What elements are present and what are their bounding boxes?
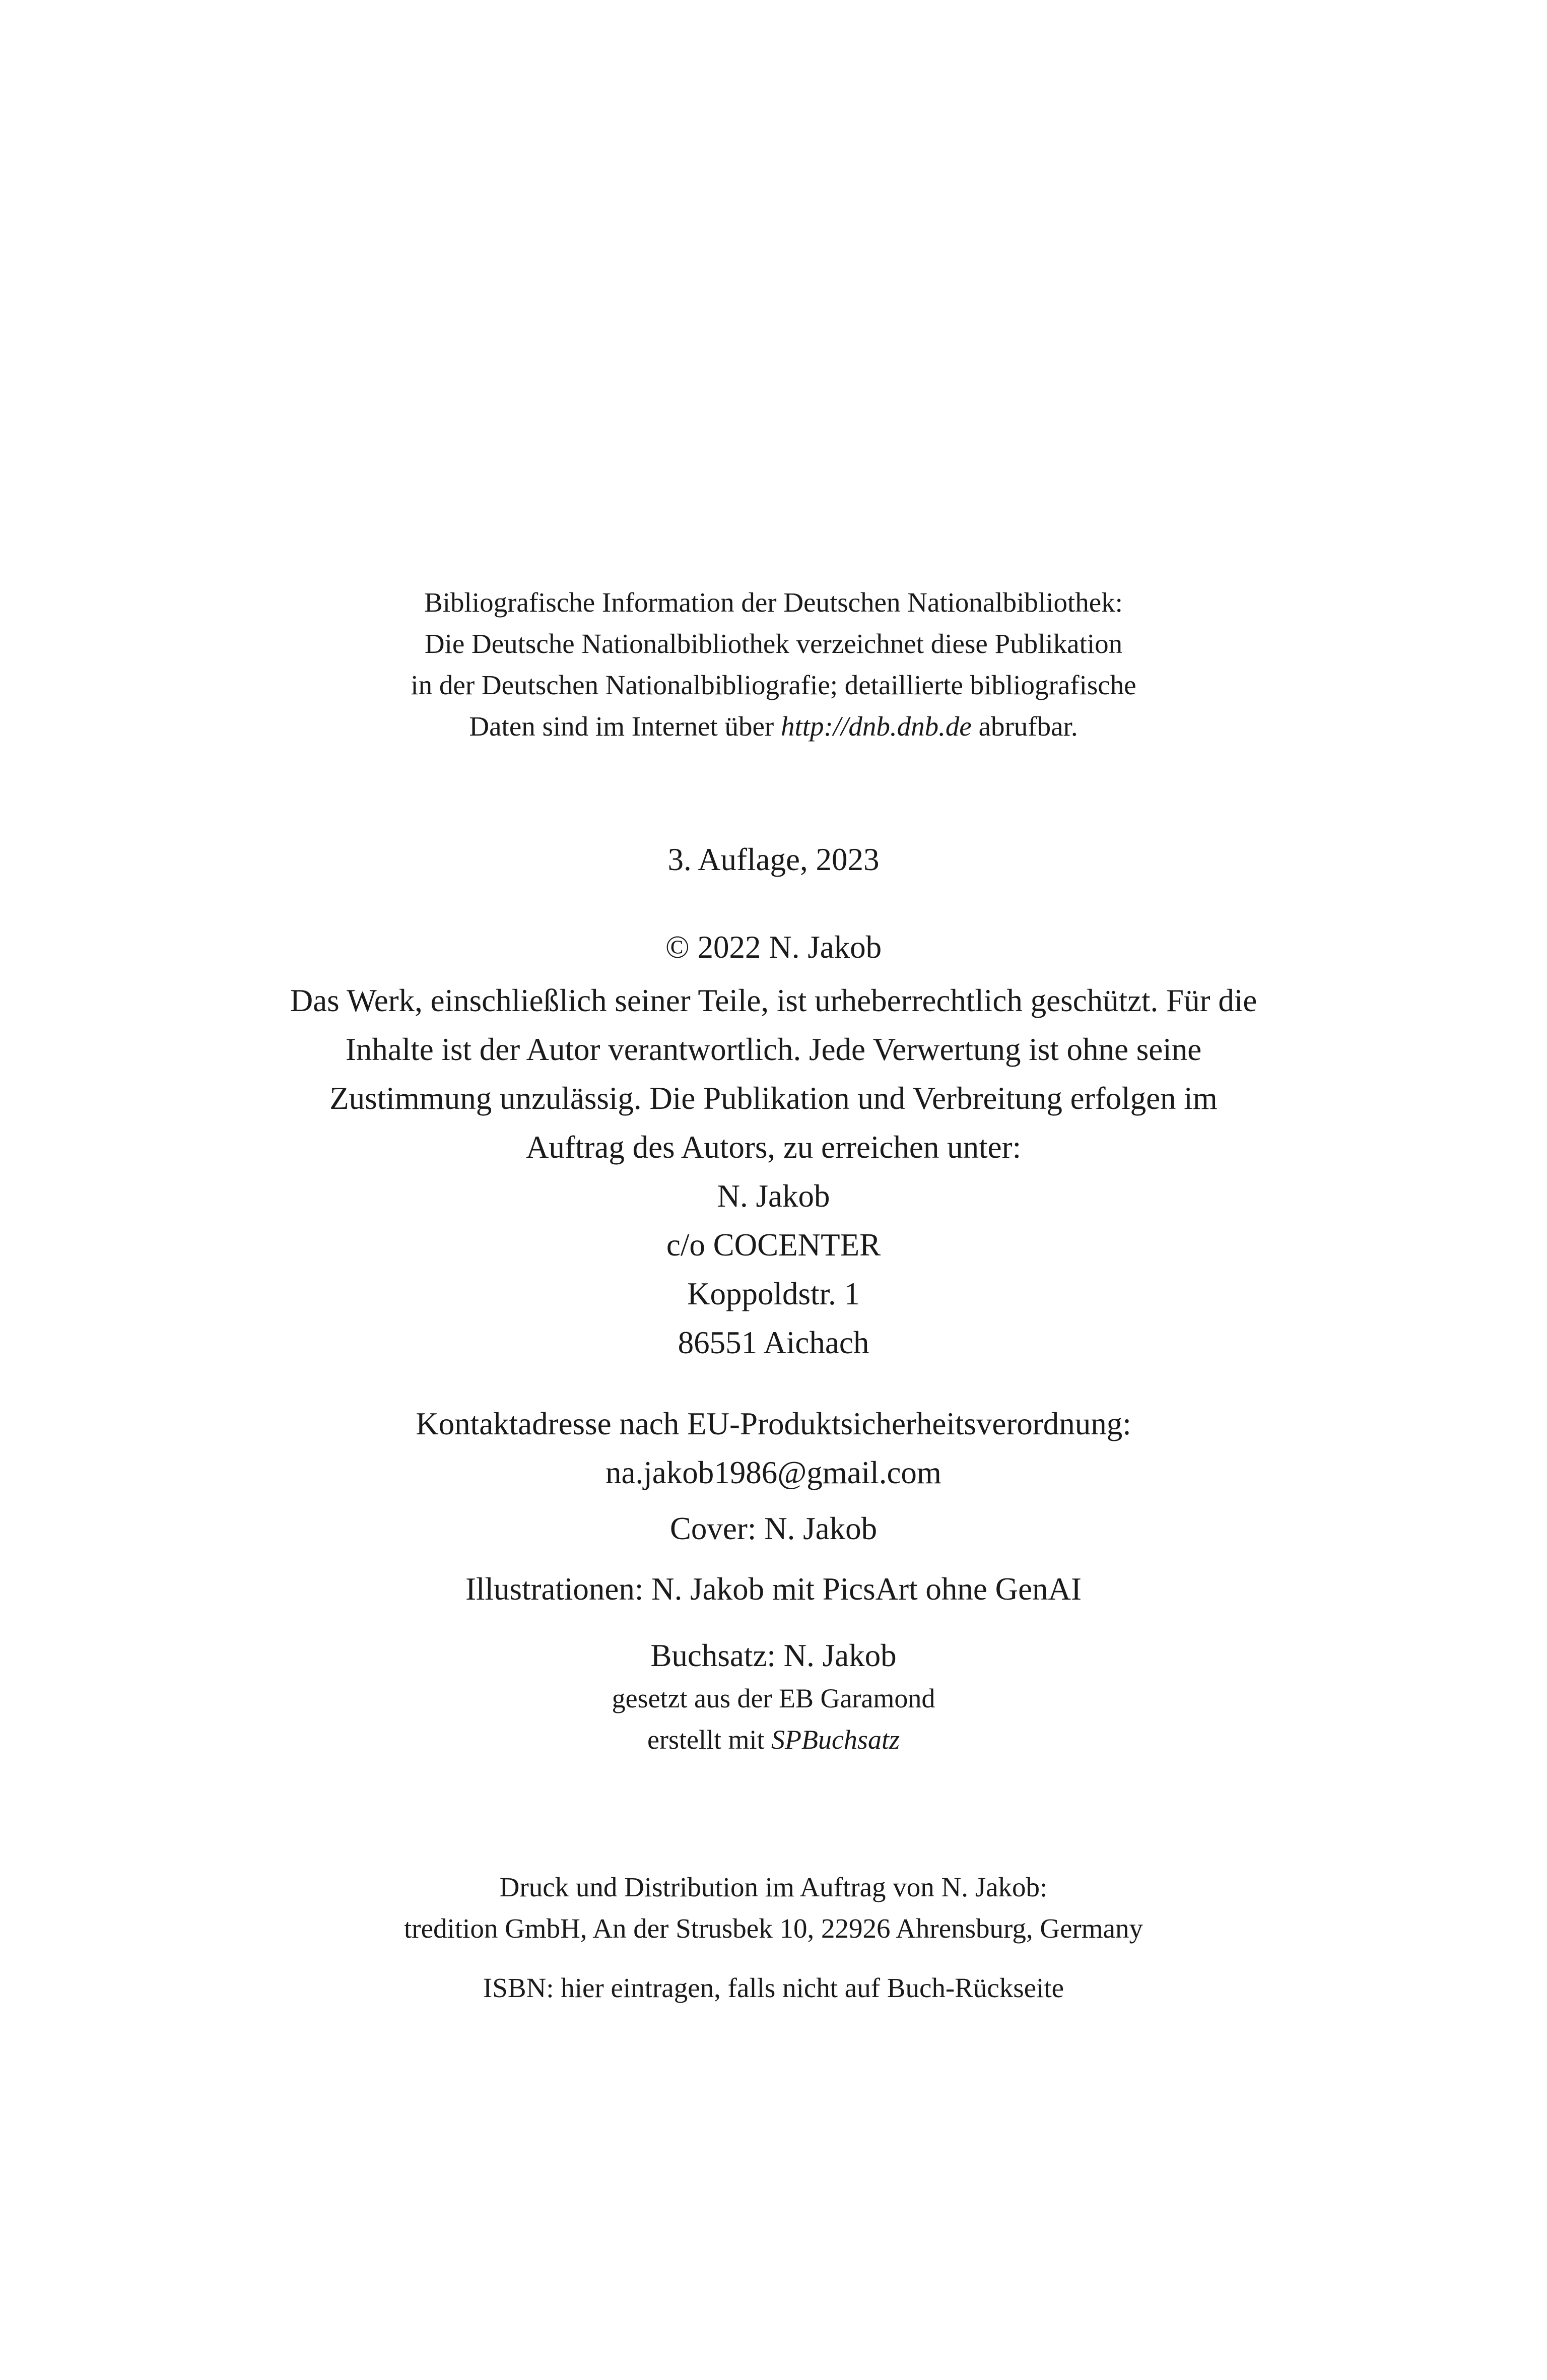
bibliographic-line: Die Deutsche Nationalbibliothek verzeichnet diese Publikation — [424, 628, 1123, 659]
bibliographic-line: Bibliografische Information der Deutschen Nationalbibliothek: — [424, 587, 1123, 618]
copyright-notice — [0, 923, 1547, 972]
font-note: gesetzt aus der EB Garamond — [612, 1683, 935, 1713]
copyright-line: Auftrag des Autors, zu erreichen unter: — [525, 1130, 1022, 1165]
contact-label: Kontaktadresse nach EU-Produktsicherheitsverordnung: — [416, 1406, 1131, 1441]
copyright-line: Inhalte ist der Autor verantwortlich. Jede Verwertung ist ohne seine — [345, 1032, 1202, 1067]
bibliographic-text: Daten sind im Internet über — [469, 711, 774, 742]
cover-credit — [0, 1504, 1547, 1553]
tool-name: SPBuchsatz — [771, 1725, 900, 1755]
typesetting-details — [0, 1678, 1547, 1760]
typesetting-label: Buchsatz: N. Jakob — [650, 1638, 897, 1673]
bibliographic-text: abrufbar. — [978, 711, 1078, 742]
distribution-line: Druck und Distribution im Auftrag von N. Jakob: — [499, 1872, 1048, 1902]
copyright-body — [0, 976, 1547, 1367]
copyright-line: Das Werk, einschließlich seiner Teile, ist urheberrechtlich geschützt. Für die — [290, 983, 1257, 1018]
isbn-text: ISBN: hier eintragen, falls nicht auf Buch-Rückseite — [483, 1972, 1064, 2003]
distribution — [0, 1867, 1547, 1949]
address-line: 86551 Aichach — [678, 1325, 869, 1360]
bibliographic-info — [0, 582, 1547, 747]
copyright-text: © 2022 N. Jakob — [665, 930, 882, 965]
distribution-line: tredition GmbH, An der Strusbek 10, 22926 Ahrensburg, Germany — [403, 1913, 1143, 1944]
edition — [0, 835, 1547, 884]
bibliographic-line — [0, 706, 1547, 747]
tool-prefix: erstellt mit — [647, 1725, 765, 1755]
address-line: c/o COCENTER — [666, 1227, 881, 1263]
contact-email[interactable]: na.jakob1986@gmail.com — [606, 1455, 941, 1490]
bibliographic-line: in der Deutschen Nationalbibliografie; detaillierte bibliografische — [411, 670, 1136, 700]
address-line: Koppoldstr. 1 — [687, 1276, 860, 1311]
tool-note — [0, 1719, 1547, 1760]
cover-text: Cover: N. Jakob — [669, 1511, 878, 1546]
typesetting-credit — [0, 1631, 1547, 1680]
copyright-line: Zustimmung unzulässig. Die Publikation und Verbreitung erfolgen im — [329, 1081, 1218, 1116]
isbn — [0, 1967, 1547, 2009]
address-line: N. Jakob — [717, 1178, 830, 1214]
illustrations-credit — [0, 1565, 1547, 1614]
illustrations-text: Illustrationen: N. Jakob mit PicsArt ohne GenAI — [465, 1571, 1082, 1607]
dnb-link[interactable]: http://dnb.dnb.de — [780, 711, 972, 742]
edition-text: 3. Auflage, 2023 — [667, 842, 880, 877]
contact — [0, 1400, 1547, 1497]
